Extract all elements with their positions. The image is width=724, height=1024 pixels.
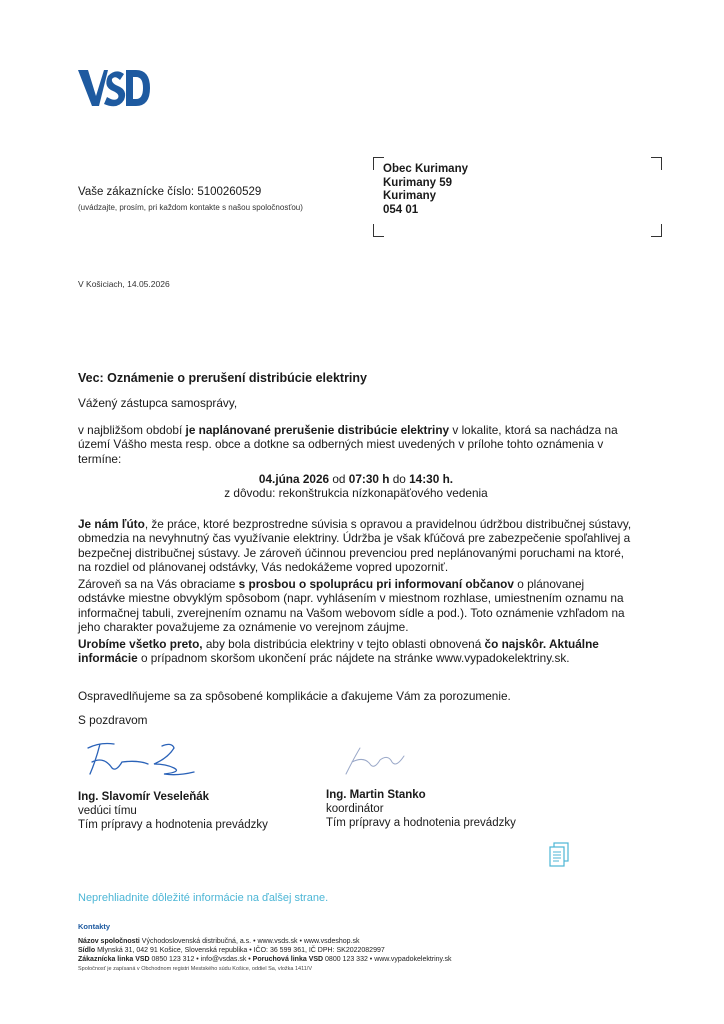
- next-page-note: Neprehliadnite dôležité informácie na ďalšej strane.: [78, 892, 329, 904]
- signer-2-team: Tím prípravy a hodnotenia prevádzky: [326, 817, 516, 829]
- apology: Ospravedlňujeme sa za spôsobené komplikácie a ďakujeme Vám za porozumenie.: [78, 689, 511, 703]
- footer-company-text: Východoslovenská distribučná, a.s. • www.vsds.sk • www.vsdeshop.sk: [139, 938, 360, 945]
- footer-customer-line-label: Zákaznícka linka VSD: [78, 956, 150, 963]
- signer-2-role: koordinátor: [326, 803, 384, 815]
- para2-text: , že práce, ktoré bezprostredne súvisia s opravou a pravidelnou údržbou distribučnej sústavy, obmedzia na nevyhnutný čas využívanie elektriny. Údržba je však kľúčová pre zabezpečenie spoľahlivej a bezpečnej distribučnej sústavy. Je zároveň účinnou prevenciou pred neplánovanými poruchami na ktoré, na rozdiel od plánovanej odstávky, Vás nedokážeme vopred upozorniť.: [78, 517, 632, 574]
- letter-date: V Košiciach, 14.05.2026: [78, 279, 170, 289]
- para3-bold: s prosbou o spoluprácu pri informovaní občanov: [238, 577, 514, 591]
- term-from-word: od: [329, 472, 349, 486]
- address-line-4: 054 01: [383, 203, 419, 216]
- para2-bold: Je nám ľúto: [78, 517, 145, 531]
- address-corner-br: [651, 224, 662, 237]
- term-to-word: do: [389, 472, 410, 486]
- paragraph-regret: [78, 517, 634, 574]
- para3-text-a: Zároveň sa na Vás obraciame: [78, 577, 239, 591]
- para1-text-a: v najbližšom období: [78, 423, 186, 437]
- signer-1-team: Tím prípravy a hodnotenia prevádzky: [78, 819, 268, 831]
- term-from: 07:30 h: [348, 472, 390, 486]
- paragraph-restore: [78, 637, 634, 666]
- signature-2: [340, 742, 410, 783]
- salutation: Vážený zástupca samosprávy,: [78, 396, 238, 410]
- footer-line-3: [78, 956, 452, 963]
- term-date: 04.júna 2026: [258, 472, 330, 486]
- footer-seat-text: Mlynská 31, 042 91 Košice, Slovenská republika • IČO: 36 599 361, IČ DPH: SK2022082997: [95, 947, 385, 954]
- signer-1-block: [78, 790, 268, 832]
- customer-number: Vaše zákaznícke číslo: 5100260529: [78, 186, 262, 198]
- para4-text-b: aby bola distribúcia elektriny v tejto oblasti obnovená: [202, 637, 485, 651]
- term-to: 14:30 h.: [409, 472, 454, 486]
- footer-registry: Spoločnosť je zapísaná v Obchodnom registri Mestského súdu Košice, oddiel Sa, vložka 1411/V: [78, 966, 313, 972]
- para4-bold-c: čo najskôr. Aktuálne informácie: [78, 637, 599, 666]
- para4-bold-a: Urobíme všetko preto,: [78, 637, 203, 651]
- outage-reason: z dôvodu: rekonštrukcia nízkonapäťového vedenia: [224, 486, 488, 500]
- para1-text-c: v lokalite, ktorá sa nachádza na území Vášho mesta resp. obce a dotkne sa odberných miest uvedených v prílohe tohto oznámenia v termíne:: [78, 423, 618, 466]
- address-corner-bl: [373, 224, 384, 237]
- para4-text-d: o prípadnom skoršom ukončení prác nájdete na stránke www.vypadokelektriny.sk.: [137, 651, 570, 666]
- footer-customer-line-text: 0850 123 312 • info@vsdas.sk •: [149, 956, 253, 963]
- paragraph-cooperation: [78, 577, 634, 634]
- address-line-2: Kurimany 59: [383, 176, 453, 189]
- signer-1-name: Ing. Slavomír Veseleňák: [78, 791, 210, 803]
- address-line-3: Kurimany: [383, 190, 437, 202]
- footer-fault-line-text: 0800 123 332 • www.vypadokelektriny.sk: [323, 956, 452, 963]
- address-corner-tr: [651, 157, 662, 170]
- address-line-1: Obec Kurimany: [383, 163, 468, 175]
- customer-number-note: (uvádzajte, prosím, pri každom kontakte s našou spoločnosťou): [78, 203, 303, 212]
- signature-1: [82, 738, 202, 785]
- letter-subject: Vec: Oznámenie o prerušení distribúcie elektriny: [78, 371, 367, 385]
- para1-bold: je naplánované prerušenie distribúcie elektriny: [185, 423, 450, 437]
- signer-2-block: [326, 788, 516, 830]
- documents-icon: [548, 842, 570, 873]
- closing: S pozdravom: [78, 713, 148, 727]
- para3-text-c: o plánovanej odstávke miestne obvyklým spôsobom (napr. vyhlásením v miestnom rozhlase, umiestnením oznamu na informačnej tabuli, zverejnením oznamu na Vašom webovom sídle a pod.). Toto oznámenie vzhľadom na jeho charakter považujeme za oznámenie vo verejnom záujme.: [78, 577, 625, 634]
- vsd-logo: [78, 66, 150, 110]
- footer-company-label: Názov spoločnosti: [78, 938, 140, 945]
- outage-term: [78, 472, 634, 486]
- footer-line-2: [78, 947, 385, 954]
- signer-2-name: Ing. Martin Stanko: [326, 789, 426, 801]
- footer-seat-label: Sídlo: [78, 947, 96, 954]
- footer-fault-line-label: Poruchová linka VSD: [252, 956, 324, 963]
- footer-title: Kontakty: [78, 922, 111, 931]
- recipient-address: [383, 163, 468, 217]
- footer-line-1: [78, 938, 360, 945]
- paragraph-intro: [78, 423, 634, 466]
- signer-1-role: vedúci tímu: [78, 805, 137, 817]
